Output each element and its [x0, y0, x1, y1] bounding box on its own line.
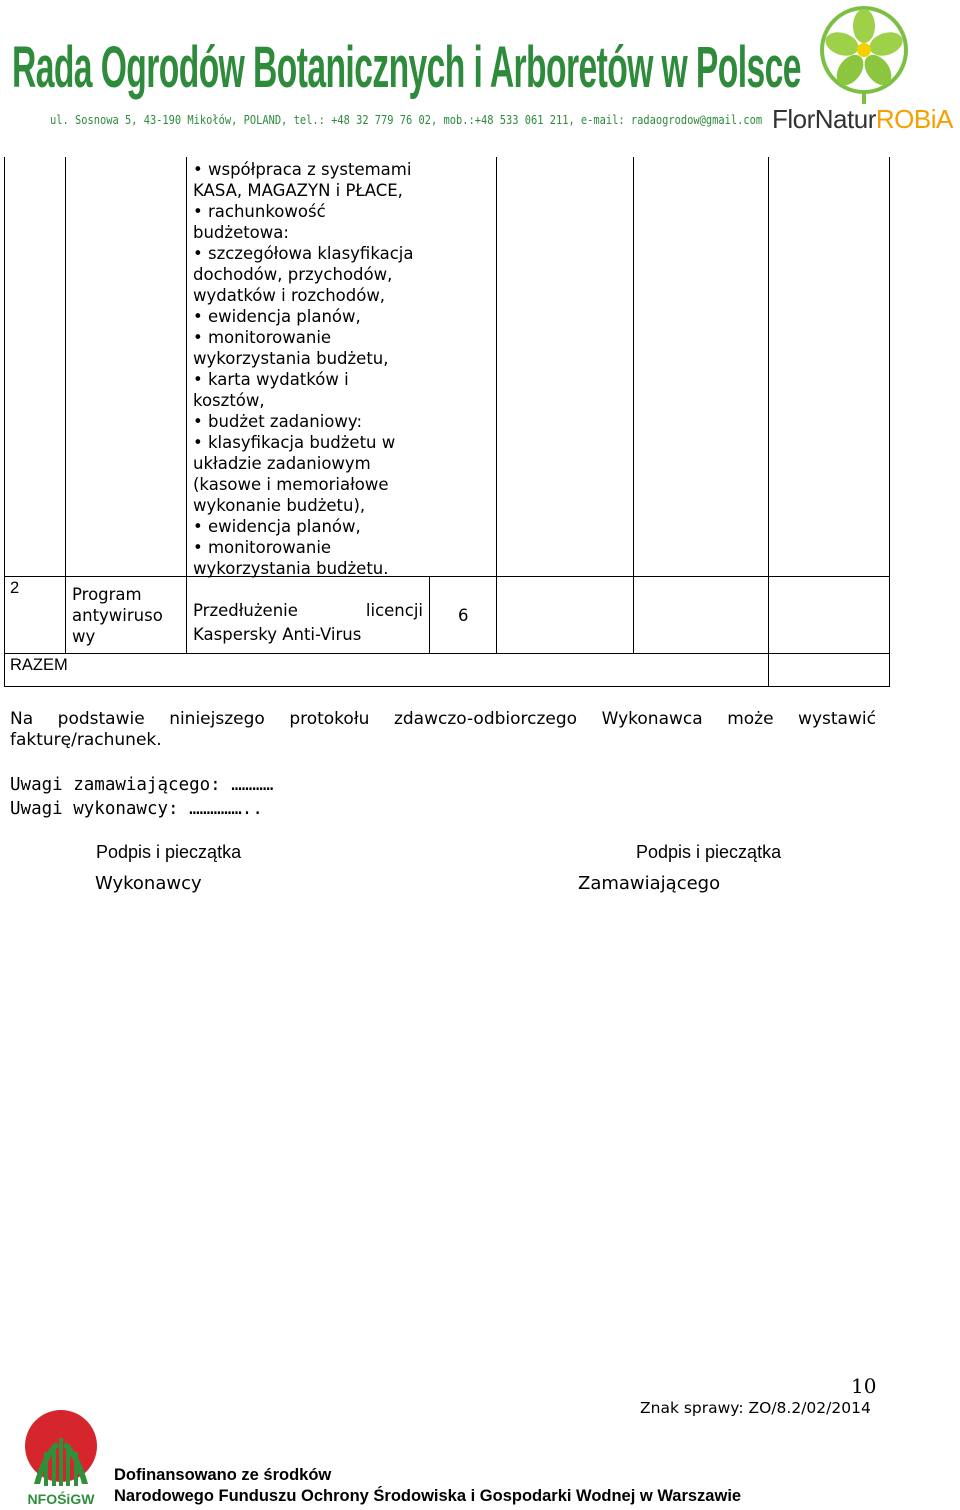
description-line: wykonanie budżetu),: [193, 496, 366, 515]
description-line: wykorzystania budżetu,: [193, 349, 389, 368]
paragraph-word: Wykonawca: [601, 709, 703, 729]
nfosigw-logo-text: NFOŚiGW: [27, 1491, 95, 1507]
signature-left-label: Podpis i pieczątka: [96, 842, 242, 862]
description-line: • klasyfikacja budżetu w: [193, 433, 396, 452]
description-line: • monitorowanie: [193, 538, 332, 557]
description-line: • ewidencja planów,: [193, 307, 361, 326]
item-name-line: antywiruso: [72, 606, 163, 625]
description-word: licencji: [365, 601, 423, 620]
partner-logo-text: FlorNaturROBiA: [772, 104, 953, 134]
organization-name: Rada Ogrodów Botanicznych i Arboretów w Polsce: [12, 35, 801, 100]
description-line: Kaspersky Anti-Virus: [193, 625, 362, 644]
paragraph-word: podstawie: [57, 709, 145, 729]
paragraph-word: może: [727, 709, 774, 729]
description-line: wydatków i rozchodów,: [193, 286, 386, 305]
paragraph-word: zdawczo-odbiorczego: [393, 709, 578, 729]
description-line: układzie zadaniowym: [193, 454, 371, 473]
paragraph-word: protokołu: [289, 709, 370, 729]
signature-right-label: Podpis i pieczątka: [636, 842, 782, 862]
remarks-block: [10, 773, 273, 821]
contractor-remarks: Uwagi wykonawcy: ……………..: [10, 799, 263, 819]
funding-line-1: Dofinansowano ze środków: [114, 1466, 332, 1484]
paragraph-line: fakturę/rachunek.: [10, 730, 162, 750]
page-number: 10: [851, 1374, 877, 1398]
description-line: budżetowa:: [193, 223, 289, 242]
item-name-line: wy: [72, 627, 96, 646]
description-line: dochodów, przychodów,: [193, 265, 393, 284]
description-line: • budżet zadaniowy:: [193, 412, 363, 431]
continued-description-cell: [193, 159, 423, 579]
description-line: kosztów,: [193, 391, 265, 410]
row-number-cell: 2: [10, 579, 20, 597]
description-line: • rachunkowość: [193, 202, 326, 221]
quantity-cell: 6: [458, 606, 469, 625]
paragraph-word: Na: [10, 709, 34, 729]
client-remarks: Uwagi zamawiającego: …………: [10, 775, 274, 795]
funding-note: [114, 1465, 741, 1507]
funding-line-2: Narodowego Funduszu Ochrony Środowiska i Gospodarki Wodnej w Warszawie: [114, 1487, 742, 1505]
description-line: • karta wydatków i: [193, 370, 349, 389]
organization-address: ul. Sosnowa 5, 43-190 Mikołów, POLAND, tel.: +48 32 779 76 02, mob.:+48 533 061 211, e-mail: radaogrodow@gmail.com: [50, 112, 763, 127]
description-line: (kasowe i memoriałowe: [193, 475, 389, 494]
description-line: • szczegółowa klasyfikacja: [193, 244, 414, 263]
case-reference: Znak sprawy: ZO/8.2/02/2014: [640, 1399, 871, 1417]
paragraph-word: niniejszego: [169, 709, 265, 729]
nfosigw-logo-icon: [22, 1402, 100, 1508]
item-name-line: Program: [72, 585, 142, 604]
item-name-cell: [72, 584, 163, 647]
paragraph-word: wystawić: [798, 709, 876, 729]
description-line: wykorzystania budżetu.: [193, 559, 389, 578]
description-word: Przedłużenie: [193, 601, 298, 620]
description-line: • ewidencja planów,: [193, 517, 361, 536]
signature-right-party: Zamawiającego: [578, 873, 721, 894]
total-label: RAZEM: [10, 656, 68, 674]
signature-left-party: Wykonawcy: [95, 873, 202, 894]
statement-paragraph: [10, 709, 876, 751]
item-description-cell: [193, 599, 423, 647]
flower-logo-icon: [818, 4, 910, 104]
description-line: • monitorowanie: [193, 328, 332, 347]
description-line: • współpraca z systemami: [193, 160, 412, 179]
description-line: KASA, MAGAZYN i PŁACE,: [193, 181, 403, 200]
